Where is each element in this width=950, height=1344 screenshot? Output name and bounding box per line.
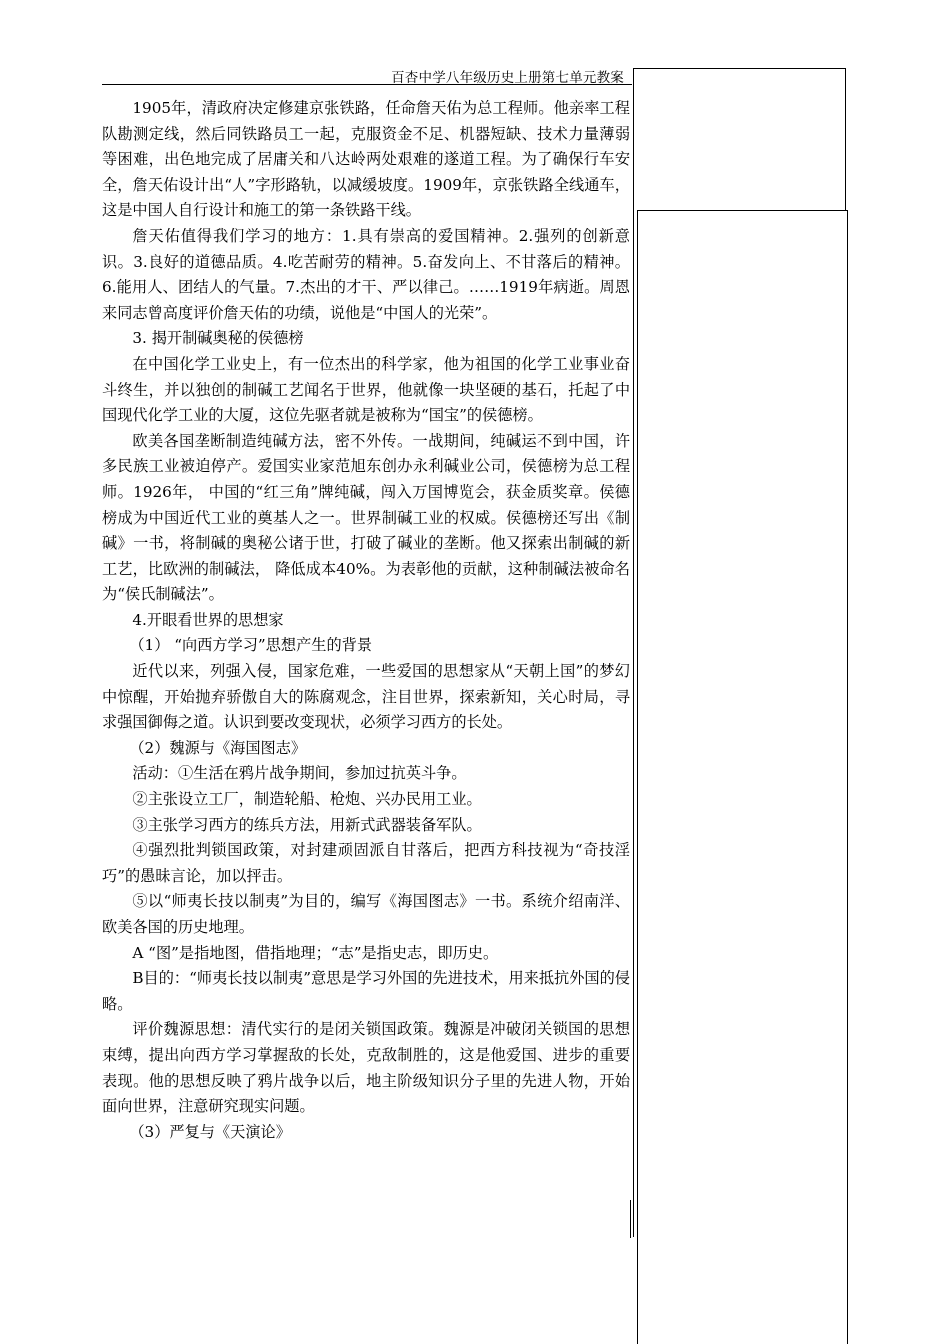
column-divider [633, 210, 634, 1237]
activity-item-4: ④强烈批判锁国政策，对封建顽固派自甘落后，把西方科技视为“奇技淫巧”的愚昧言论，加以抨击。 [102, 841, 630, 885]
document-header: 百杏中学八年级历史上册第七单元教案 [391, 70, 624, 86]
subheading-background: （1） “向西方学习”思想产生的背景 [129, 636, 373, 655]
activity-item-3: ③主张学习西方的练兵方法，用新式武器装备军队。 [132, 815, 482, 834]
notes-cell-bottom [637, 210, 848, 1344]
paragraph-hou-debang-achievements: 欧美各国垄断制造纯碱方法，密不外传。一战期间，纯碱运不到中国，许多民族工业被迫停产。爱国实业家范旭东创办永利碱业公司，侯德榜为总工程师。1926年， 中国的“红三角”牌纯碱，闯入万国博览会，获金质奖章。侯德榜成为中国近代工业的奠基人之一。世界制碱工业的权威。侯德榜还写出《制碱》一书，将制碱的奥秘公诸于世，打破了碱业的垄断。他又探索出制碱的新工艺，比欧洲的制碱法， 降低成本40%。为表彰他的贡献，这种制碱法被命名为“侯氏制碱法”。 [102, 431, 630, 604]
section-heading-thinkers: 4.开眼看世界的思想家 [132, 610, 284, 629]
activity-item-5: ⑤以“师夷长技以制夷”为目的，编写《海国图志》一书。系统介绍南洋、欧美各国的历史地理。 [102, 892, 630, 936]
note-b: B目的：“师夷长技以制夷”意思是学习外国的先进技术，用来抵抗外国的侵略。 [102, 969, 630, 1013]
note-a: A “图”是指地图，借指地理；“志”是指史志，即历史。 [132, 943, 499, 962]
subheading-wei-yuan: （2）魏源与《海国图志》 [129, 738, 307, 757]
subheading-yan-fu: （3）严复与《天演论》 [129, 1122, 291, 1141]
notes-cell-top [633, 68, 846, 210]
section-heading-hou-debang: 3. 揭开制碱奥秘的侯德榜 [132, 329, 304, 348]
header-rule [102, 84, 632, 85]
paragraph-evaluation: 评价魏源思想：清代实行的是闭关锁国政策。魏源是冲破闭关锁国的思想束缚，提出向西方学习掌握敌的长处，克敌制胜的，这是他爱国、进步的重要表现。他的思想反映了鸦片战争以后，地主阶级知识分子里的先进人物，开始面向世界，注意研究现实问题。 [102, 1020, 630, 1116]
paragraph-jingzhang-railway: 1905年，清政府决定修建京张铁路，任命詹天佑为总工程师。他亲率工程队勘测定线，然后同铁路员工一起，克服资金不足、机器短缺、技术力量薄弱等困难，出色地完成了居庸关和八达岭两处艰难的遂道工程。为了确保行车安全，詹天佑设计出“人”字形路轨，以减缓坡度。1909年，京张铁路全线通车，这是中国人自行设计和施工的第一条铁路干线。 [102, 99, 630, 220]
activity-item-1: 活动：①生活在鸦片战争期间，参加过抗英斗争。 [132, 764, 467, 783]
paragraph-hou-debang-intro: 在中国化学工业史上，有一位杰出的科学家，他为祖国的化学工业事业奋斗终生，并以独创的制碱工艺闻名于世界，他就像一块坚硬的基石，托起了中国现代化学工业的大厦，这位先驱者就是被称为“国宝”的侯德榜。 [102, 354, 630, 425]
lesson-content [102, 96, 630, 1145]
activity-item-2: ②主张设立工厂，制造轮船、枪炮、兴办民用工业。 [132, 790, 482, 809]
column-divider-tick [630, 1200, 631, 1238]
paragraph-zhan-tianyou-qualities: 詹天佑值得我们学习的地方：1.具有崇高的爱国精神。2.强列的创新意识。3.良好的道德品质。4.吃苦耐劳的精神。5.奋发向上、不甘落后的精神。6.能用人、团结人的气量。7.杰出的才干、严以律己。……1919年病逝。周恩来同志曾高度评价詹天佑的功绩，说他是“中国人的光荣”。 [102, 226, 630, 322]
paragraph-background: 近代以来，列强入侵，国家危难，一些爱国的思想家从“天朝上国”的梦幻中惊醒，开始抛弃骄傲自大的陈腐观念，注目世界，探索新知，关心时局，寻求强国御侮之道。认识到要改变现状，必须学习西方的长处。 [102, 662, 630, 732]
